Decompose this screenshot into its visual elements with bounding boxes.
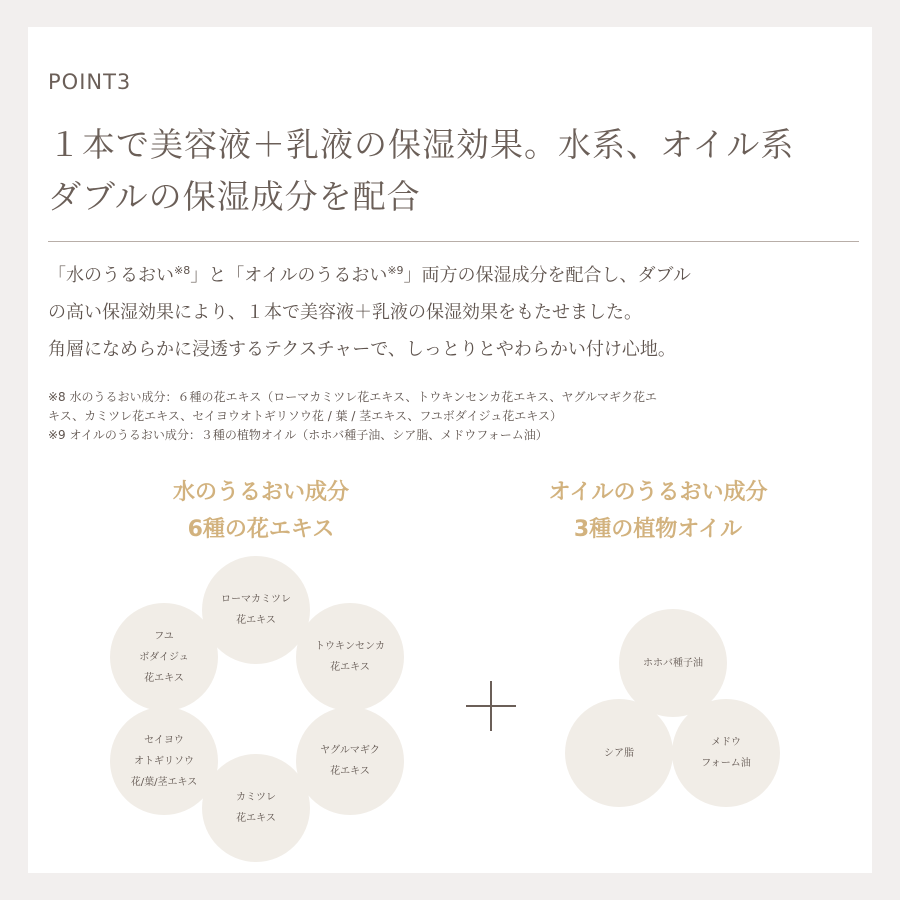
- water-title-line-1: 水のうるおい成分: [172, 480, 349, 505]
- water-title-line-2: 6種の花エキス: [187, 517, 335, 542]
- footnote-ref-9: ※9: [387, 264, 404, 277]
- ingredient-label: カミツレ 花エキス: [236, 792, 276, 824]
- description-text: 」両方の保湿成分を配合し、ダブル: [403, 265, 691, 286]
- ingredient-label: ローマカミツレ 花エキス: [221, 594, 291, 626]
- ingredient-circle-chamomile: [202, 754, 310, 862]
- ingredient-circle-roman-chamomile: [202, 556, 310, 664]
- plus-icon: [466, 681, 516, 731]
- description-line-2: の高い保湿効果により、１本で美容液＋乳液の保湿効果をもたせました。: [48, 302, 642, 323]
- ingredient-circle-calendula: [296, 603, 404, 711]
- ingredient-circle-cornflower: [296, 707, 404, 815]
- description: [48, 257, 868, 368]
- description-line-3: 角層になめらかに浸透するテクスチャーで、しっとりとやわらかい付け心地。: [48, 339, 676, 360]
- ingredient-label: フユ ボダイジュ 花エキス: [139, 630, 189, 684]
- divider: [48, 241, 859, 242]
- ingredient-circle-meadowfoam-oil: [672, 699, 780, 807]
- footnote-ref-8: ※8: [174, 264, 191, 277]
- description-text: 「水のうるおい: [48, 265, 174, 286]
- ingredient-label: トウキンセンカ 花エキス: [315, 641, 385, 673]
- footnotes: [48, 388, 868, 445]
- ingredient-label: メドウ フォーム油: [701, 737, 751, 769]
- ingredient-circle-shea-butter: [565, 699, 673, 807]
- footnote-line-2: キス、カミツレ花エキス、セイヨウオトギリソウ花 / 葉 / 茎エキス、フユボダイジュ花エキス）: [48, 409, 563, 423]
- ingredient-circle-linden: [110, 603, 218, 711]
- title-line-2: ダブルの保湿成分を配合: [48, 177, 421, 216]
- ingredient-circle-st-johns-wort: [110, 707, 218, 815]
- water-ingredients-title: [111, 474, 411, 548]
- point-label: POINT3: [48, 70, 132, 94]
- oil-title-line-1: オイルのうるおい成分: [548, 480, 768, 505]
- title-line-1: １本で美容液＋乳液の保湿効果。水系、オイル系: [48, 125, 795, 164]
- ingredient-label: セイヨウ オトギリソウ 花/葉/茎エキス: [130, 734, 198, 788]
- description-line-1: [48, 257, 868, 294]
- description-text: 」と「オイルのうるおい: [190, 265, 388, 286]
- oil-title-line-2: 3種の植物オイル: [573, 517, 743, 542]
- ingredient-label: ヤグルマギク 花エキス: [320, 745, 380, 777]
- oil-ingredients-title: [508, 474, 808, 548]
- footnote-line-1: ※8 水のうるおい成分：６種の花エキス（ローマカミツレ花エキス、トウキンセンカ花エキス、ヤグルマギク花エ: [48, 390, 658, 404]
- point-card: [28, 27, 872, 873]
- ingredient-label: シア脂: [604, 747, 634, 759]
- footnote-line-3: ※9 オイルのうるおい成分：３種の植物オイル（ホホバ種子油、シア脂、メドウフォーム油）: [48, 428, 548, 442]
- ingredient-label: ホホバ種子油: [643, 657, 703, 669]
- page-title: [48, 119, 868, 223]
